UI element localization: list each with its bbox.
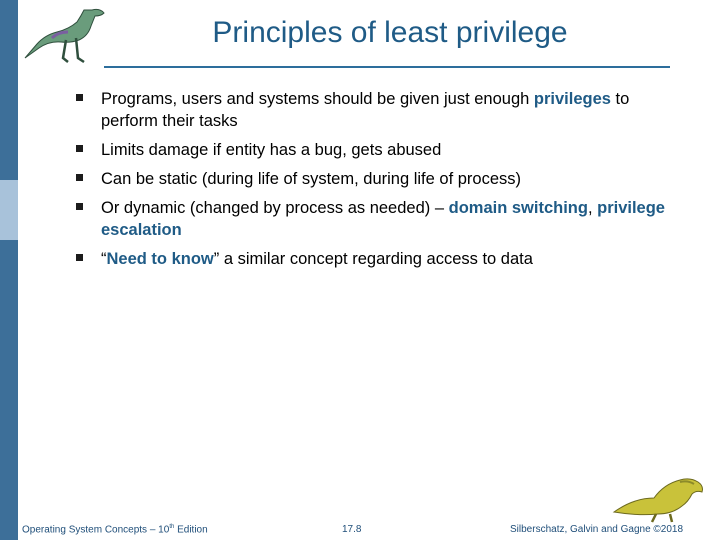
bullet-text: to perform their tasks <box>101 90 630 130</box>
page-title: Principles of least privilege <box>212 16 568 49</box>
footer-book-title: Operating System Concepts – 10th Edition <box>22 524 208 536</box>
highlighted-term: domain switching <box>448 199 588 217</box>
footer-page-number: 17.8 <box>342 524 362 535</box>
bullet-item <box>74 139 674 161</box>
bullet-list <box>74 88 674 270</box>
square-bullet-icon <box>76 145 83 152</box>
sidebar-stripe <box>0 0 18 540</box>
square-bullet-icon <box>76 203 83 210</box>
highlighted-term: Need to know <box>106 250 214 268</box>
bullet-text: Programs, users and systems should be given just enough <box>101 90 534 108</box>
bullet-text: ” a similar concept regarding access to data <box>213 250 533 268</box>
square-bullet-icon <box>76 94 83 101</box>
bullet-text: Can be static (during life of system, during life of process) <box>101 170 522 188</box>
bullet-text: Or dynamic (changed by process as needed) – <box>101 199 449 217</box>
dinosaur-icon <box>610 468 710 524</box>
square-bullet-icon <box>76 254 83 261</box>
square-bullet-icon <box>76 174 83 181</box>
footer-copyright: Silberschatz, Galvin and Gagne ©2018 <box>510 524 684 535</box>
title-divider <box>104 66 670 68</box>
highlighted-term: privileges <box>533 90 611 108</box>
dinosaur-icon <box>22 4 108 70</box>
bullet-item <box>74 248 674 270</box>
bullet-text: “ <box>101 250 107 268</box>
bullet-item <box>74 168 674 190</box>
bullet-item <box>74 88 674 132</box>
bullet-text: Limits damage if entity has a bug, gets abused <box>101 141 442 159</box>
bullet-item <box>74 197 674 241</box>
highlighted-term: privilege escalation <box>101 199 665 239</box>
bullet-text: , <box>587 199 598 217</box>
